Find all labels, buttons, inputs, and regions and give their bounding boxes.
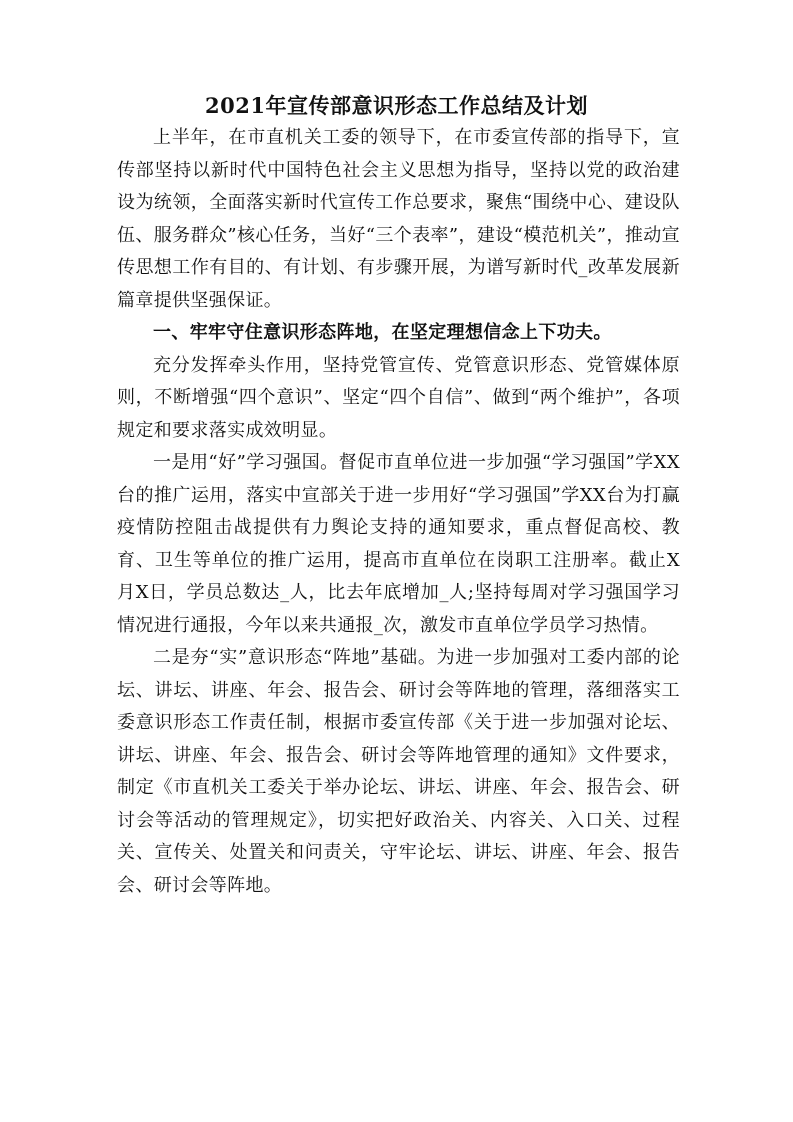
document-body <box>117 122 680 902</box>
point-1-paragraph: 一是用“好”学习强国。督促市直单位进一步加强“学习强国”学XX台的推广运用，落实中宣部关于进一步用好“学习强国”学XX台为打赢疫情防控阻击战提供有力舆论支持的通知要求，重点督促高校、教育、卫生等单位的推广运用，提高市直单位在岗职工注册率。截止X月X日，学员总数达_人，比去年底增加_人;坚持每周对学习强国学习情况进行通报，今年以来共通报_次，激发市直单位学员学习热情。 <box>117 452 680 636</box>
section-1-paragraph: 充分发挥牵头作用，坚持党管宣传、党管意识形态、党管媒体原则，不断增强“四个意识”、坚定“四个自信”、做到“两个维护”，各项规定和要求落实成效明显。 <box>117 354 680 441</box>
document-title: 2021年宣传部意识形态工作总结及计划 <box>205 93 588 118</box>
intro-paragraph: 上半年，在市直机关工委的领导下，在市委宣传部的指导下，宣传部坚持以新时代中国特色社会主义思想为指导，坚持以党的政治建设为统领，全面落实新时代宣传工作总要求，聚焦“围绕中心、建设队伍、服务群众”核心任务，当好“三个表率”，建设“模范机关”，推动宣传思想工作有目的、有计划、有步骤开展，为谱写新时代_改革发展新篇章提供坚强保证。 <box>117 127 680 311</box>
point-2-paragraph: 二是夯“实”意识形态“阵地”基础。为进一步加强对工委内部的论坛、讲坛、讲座、年会、报告会、研讨会等阵地的管理，落细落实工委意识形态工作责任制，根据市委宣传部《关于进一步加强对论坛、讲坛、讲座、年会、报告会、研讨会等阵地管理的通知》文件要求，制定《市直机关工委关于举办论坛、讲坛、讲座、年会、报告会、研讨会等活动的管理规定》，切实把好政治关、内容关、入口关、过程关、宣传关、处置关和问责关，守牢论坛、讲坛、讲座、年会、报告会、研讨会等阵地。 <box>117 647 680 896</box>
section-heading-1: 一、牢牢守住意识形态阵地，在坚定理想信念上下功夫。 <box>153 322 612 343</box>
